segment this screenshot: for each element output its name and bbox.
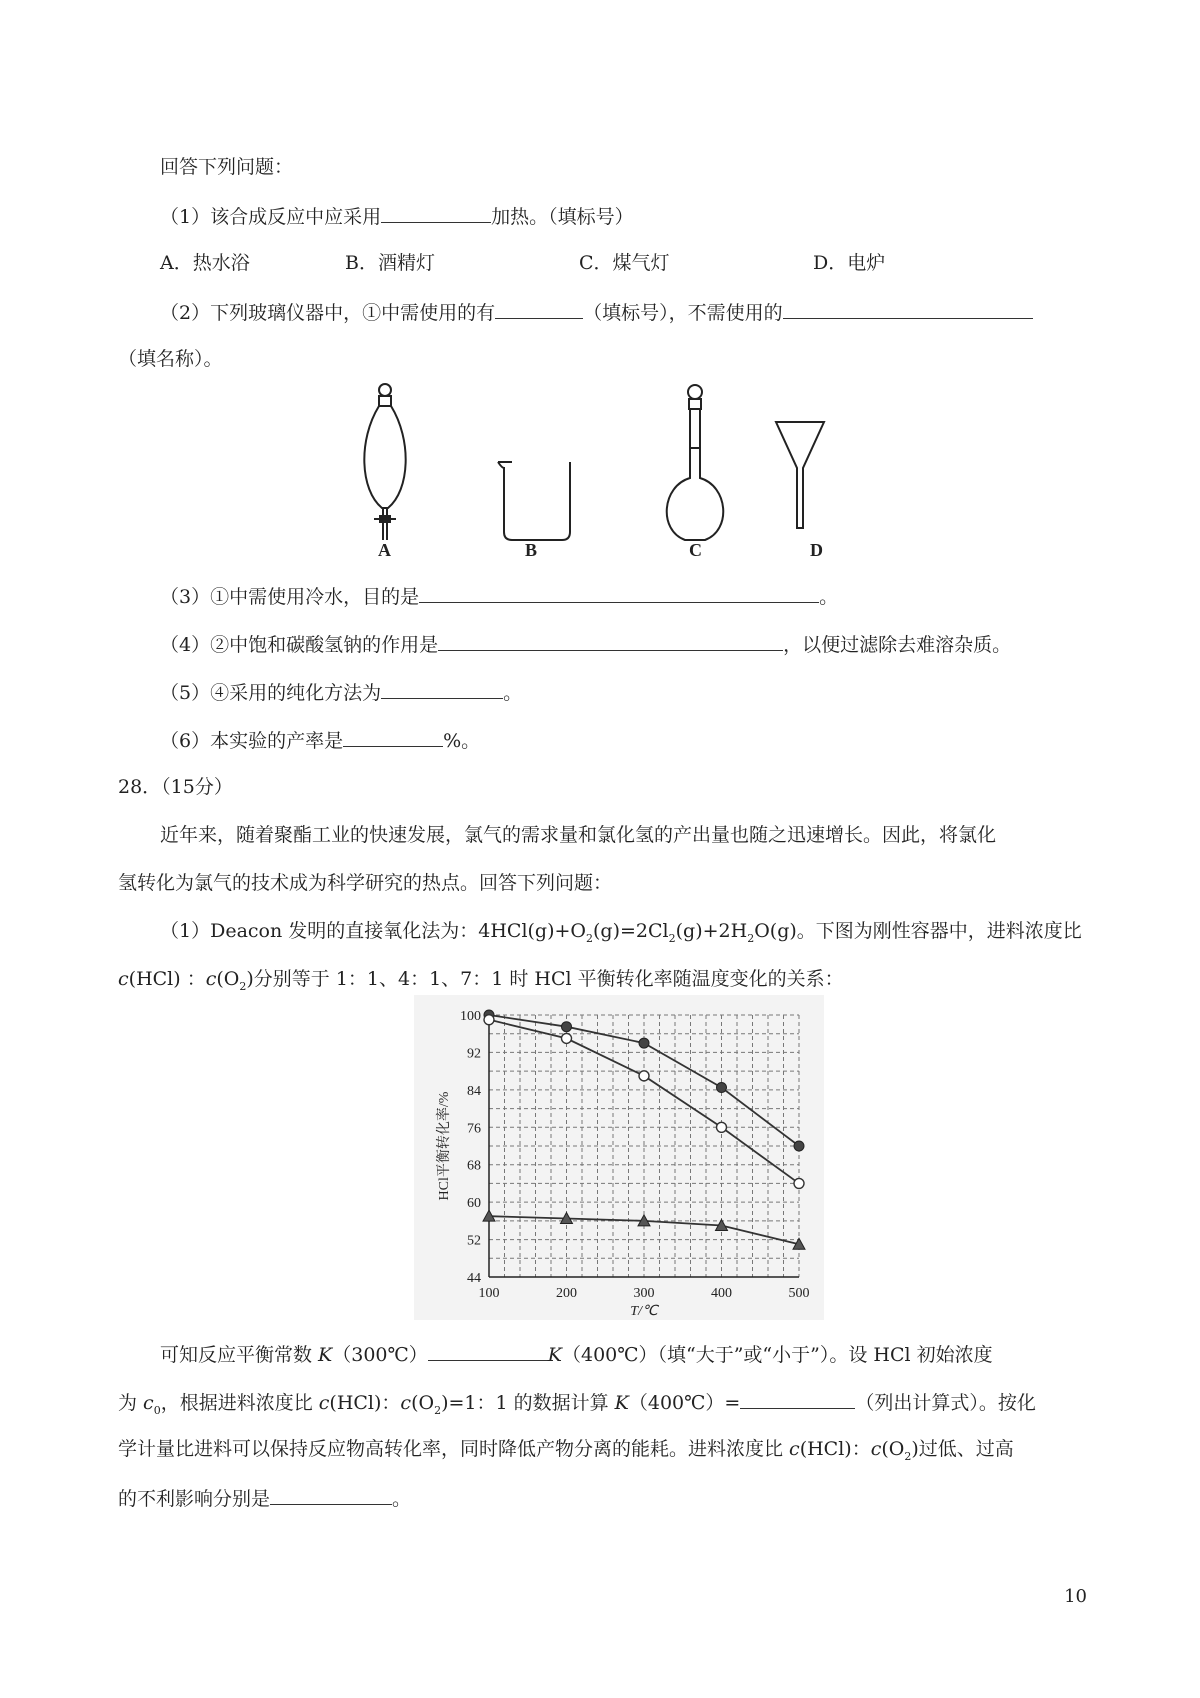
- q6-after: %。: [443, 730, 481, 752]
- q2-answer-blank-2[interactable]: [783, 298, 1033, 319]
- text-span: ，根据进料浓度比: [160, 1392, 319, 1414]
- var-k: K: [547, 1344, 562, 1366]
- var-c: c: [870, 1438, 882, 1460]
- q1-option-a: A．热水浴: [160, 252, 250, 274]
- q1-before: （1）该合成反应中应采用: [160, 206, 382, 228]
- subscript: 2: [434, 1403, 442, 1417]
- apparatus-label-d: D: [810, 540, 823, 560]
- text-span: （列出计算式）。按化: [855, 1392, 1036, 1414]
- q3-after: 。: [819, 586, 839, 608]
- text-span: （300℃）: [332, 1344, 428, 1366]
- y-tick-label: 100: [460, 1009, 481, 1024]
- y-tick-label: 84: [467, 1083, 481, 1099]
- k-expression-blank[interactable]: [740, 1388, 855, 1409]
- q3-before: （3）①中需使用冷水，目的是: [160, 586, 420, 608]
- var-k: K: [318, 1344, 333, 1366]
- paragraph-3-line-3: [118, 1436, 1014, 1470]
- q1-option-b: B．酒精灯: [345, 252, 435, 274]
- data-point: [562, 1033, 572, 1043]
- question-4: [160, 630, 1011, 658]
- text-span: (HCl)：: [799, 1438, 871, 1460]
- var-k: K: [614, 1392, 629, 1414]
- q1-after: 加热。（填标号）: [491, 206, 634, 228]
- intro-text: 回答下列问题：: [160, 156, 294, 178]
- q1-option-c: C．煤气灯: [579, 252, 670, 274]
- q4-after: ，以便过滤除去难溶杂质。: [783, 634, 1012, 656]
- q1-answer-blank[interactable]: [381, 202, 491, 223]
- apparatus-label-c: C: [689, 540, 702, 560]
- y-tick-label: 60: [467, 1196, 481, 1212]
- question-5: [160, 678, 522, 706]
- subscript: 2: [668, 931, 676, 945]
- data-point: [794, 1141, 804, 1151]
- subscript: 0: [153, 1403, 161, 1417]
- text-span: )过低、过高: [911, 1438, 1014, 1460]
- y-tick-label: 68: [467, 1158, 481, 1174]
- q2-answer-blank-1[interactable]: [495, 298, 583, 319]
- y-tick-label: 52: [467, 1233, 481, 1249]
- x-tick-label: 100: [478, 1286, 500, 1301]
- text-span: (O: [881, 1438, 905, 1460]
- q6-answer-blank[interactable]: [343, 726, 443, 747]
- var-c: c: [789, 1438, 800, 1460]
- paragraph-2-line-1: [160, 918, 1082, 952]
- paragraph-1-line-2: 氢转化为氯气的技术成为科学研究的热点。回答下列问题：: [118, 872, 613, 894]
- question-3: [160, 582, 838, 610]
- paragraph-3-line-4: [118, 1484, 411, 1512]
- q2-middle: （填标号），不需使用的: [583, 302, 783, 324]
- question-1: [160, 202, 634, 230]
- y-tick-label: 44: [467, 1271, 481, 1286]
- question-28-heading: 28．（15分）: [118, 776, 233, 798]
- text-span: (O: [216, 968, 240, 990]
- data-point: [717, 1083, 727, 1093]
- y-tick-label: 76: [467, 1121, 481, 1137]
- funnel-icon: [776, 422, 824, 528]
- data-point: [484, 1015, 494, 1025]
- equation-part-3: (g)+2H: [675, 920, 748, 942]
- text-span: 的不利影响分别是: [118, 1488, 271, 1510]
- text-span: )分别等于 1：1、4：1、7：1 时 HCl 平衡转化率随温度变化的关系：: [246, 968, 844, 990]
- data-point: [717, 1122, 727, 1132]
- page-number: 10: [1064, 1586, 1087, 1607]
- apparatus-label-b: B: [525, 540, 538, 560]
- x-tick-label: 500: [788, 1286, 810, 1301]
- paragraph-3-line-2: [118, 1388, 1036, 1424]
- x-tick-label: 300: [633, 1286, 655, 1301]
- paragraph-1-line-1: 近年来，随着聚酯工业的快速发展，氯气的需求量和氯化氢的产出量也随之迅速增长。因此，将氯化: [160, 824, 997, 846]
- x-axis-label: T/℃: [630, 1304, 658, 1319]
- question-6: [160, 726, 480, 754]
- subscript: 2: [586, 931, 594, 945]
- adverse-effects-blank[interactable]: [270, 1484, 392, 1505]
- data-point: [639, 1038, 649, 1048]
- x-tick-label: 200: [556, 1286, 577, 1301]
- var-c: c: [143, 1392, 154, 1414]
- q2-before: （2）下列玻璃仪器中，①中需使用的有: [160, 302, 496, 324]
- text-span: 可知反应平衡常数: [160, 1344, 319, 1366]
- q4-answer-blank[interactable]: [438, 630, 783, 651]
- x-tick-label: 400: [711, 1286, 732, 1301]
- question-2-cont: （填名称）。: [118, 348, 223, 370]
- y-tick-label: 92: [467, 1046, 481, 1062]
- var-c: c: [118, 968, 129, 990]
- var-c: c: [318, 1392, 330, 1414]
- var-c: c: [205, 968, 217, 990]
- equation-part-4: O(g)。下图为刚性容器中，进料浓度比: [754, 920, 1082, 942]
- volumetric-flask-icon: [667, 385, 724, 540]
- data-point: [639, 1071, 649, 1081]
- equation-part-1: （1）Deacon 发明的直接氧化法为：4HCl(g)+O: [160, 920, 587, 942]
- text-span: (HCl)：: [329, 1392, 401, 1414]
- data-point: [562, 1022, 572, 1032]
- text-span: )=1：1 的数据计算: [441, 1392, 615, 1414]
- conversion-chart: [414, 995, 824, 1320]
- text-span: （400℃）（填“大于”或“小于”）。设 HCl 初始浓度: [561, 1344, 993, 1366]
- text-span: 学计量比进料可以保持反应物高转化率，同时降低产物分离的能耗。进料浓度比: [118, 1438, 790, 1460]
- question-2: [160, 298, 1033, 326]
- text-span: (O: [411, 1392, 435, 1414]
- apparatus-label-a: A: [378, 540, 391, 560]
- text-span: (HCl) ：: [128, 968, 206, 990]
- beaker-icon: [498, 462, 570, 540]
- q5-answer-blank[interactable]: [381, 678, 503, 699]
- q6-before: （6）本实验的产率是: [160, 730, 344, 752]
- subscript: 2: [747, 931, 755, 945]
- paragraph-3-line-1: [160, 1340, 993, 1368]
- q5-before: （5）④采用的纯化方法为: [160, 682, 382, 704]
- q5-after: 。: [503, 682, 523, 704]
- y-axis-label: HCl平衡转化率/%: [437, 1091, 452, 1201]
- text-span: 。: [392, 1488, 412, 1510]
- subscript: 2: [904, 1449, 912, 1463]
- equation-part-2: (g)=2Cl: [593, 920, 669, 942]
- subscript: 2: [239, 979, 247, 993]
- q3-answer-blank[interactable]: [419, 582, 819, 603]
- k-compare-blank[interactable]: [428, 1340, 548, 1361]
- separatory-funnel-icon: [364, 384, 405, 540]
- q4-before: （4）②中饱和碳酸氢钠的作用是: [160, 634, 439, 656]
- data-point: [794, 1178, 804, 1188]
- q1-option-d: D．电炉: [813, 252, 886, 274]
- text-span: 为: [118, 1392, 144, 1414]
- var-c: c: [400, 1392, 412, 1414]
- apparatus-figure: [340, 380, 860, 560]
- text-span: （400℃）=: [628, 1392, 741, 1414]
